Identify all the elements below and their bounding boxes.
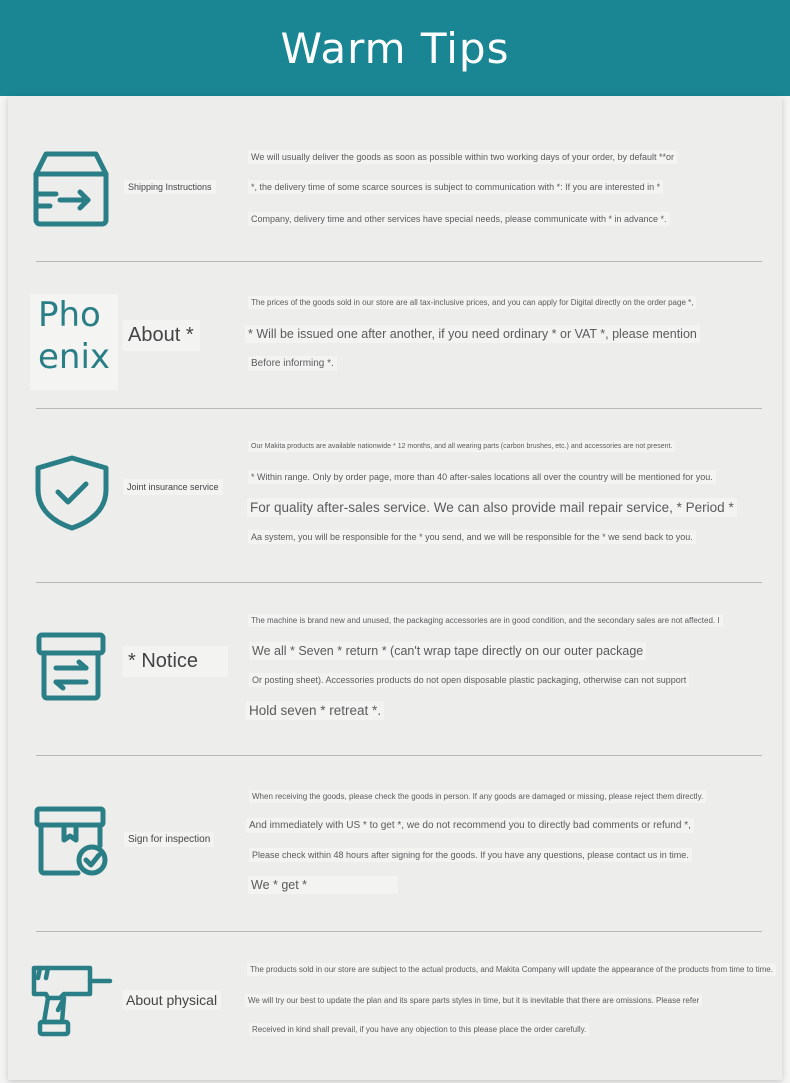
divider bbox=[36, 755, 762, 756]
inspection-text-line-2: And immediately with US * to get *, we do not recommend you to directly bad comments or refund *, bbox=[246, 818, 694, 833]
insurance-text-line-1: Our Makita products are available nationwide * 12 months, and all wearing parts (carbon brushes, etc.) and accessories are not present. bbox=[248, 441, 675, 452]
notice-text-line-3: Or posting sheet). Accessories products do not open disposable plastic packaging, otherwise can not support bbox=[249, 673, 689, 687]
inspection-text-line-1: When receiving the goods, please check the goods in person. If any goods are damaged or missing, please reject them directly. bbox=[249, 790, 706, 803]
brand-logo-text: Pho enix bbox=[30, 294, 118, 390]
about-text-line-2: * Will be issued one after another, if you need ordinary * or VAT *, please mention bbox=[245, 325, 700, 343]
divider bbox=[36, 408, 762, 409]
notice-text-line-2: We all * Seven * return * (can't wrap tape directly on our outer package bbox=[249, 642, 646, 660]
physical-text-line-2: We will try our best to update the plan and its spare parts styles in time, but it is inevitable that there are omissions. Please refer bbox=[245, 994, 702, 1007]
divider bbox=[36, 261, 762, 262]
power-drill-icon bbox=[28, 964, 114, 1040]
shipping-text-line-1: We will usually deliver the goods as soon as possible within two working days of your order, by default **or bbox=[248, 150, 677, 164]
inspection-text-line-4: We * get * bbox=[248, 876, 398, 894]
divider bbox=[36, 582, 762, 583]
header-banner bbox=[0, 0, 790, 96]
notice-label: * Notice bbox=[122, 646, 228, 677]
delivery-box-icon bbox=[32, 150, 110, 228]
physical-text-line-1: The products sold in our store are subject to the actual products, and Makita Company will update the appearance of the products from time to time. bbox=[247, 963, 776, 976]
package-inspection-icon bbox=[34, 806, 110, 878]
sign-inspection-label: Sign for inspection bbox=[124, 832, 214, 847]
physical-text-line-3: Received in kind shall prevail, if you have any objection to this please place the order carefully. bbox=[249, 1023, 589, 1036]
insurance-text-line-3: For quality after-sales service. We can also provide mail repair service, * Period * bbox=[247, 498, 737, 517]
joint-insurance-label: Joint insurance service bbox=[123, 479, 223, 495]
page-title: Warm Tips bbox=[280, 23, 510, 73]
insurance-text-line-2: * Within range. Only by order page, more than 40 after-sales locations all over the country will be mentioned for you. bbox=[248, 470, 716, 484]
shipping-instructions-label: Shipping Instructions bbox=[124, 180, 216, 194]
shield-check-icon bbox=[34, 454, 110, 532]
shipping-text-line-2: *, the delivery time of some scarce sources is subject to communication with *: If you are interested in * bbox=[248, 180, 663, 194]
tips-panel bbox=[8, 96, 782, 1080]
notice-text-line-4: Hold seven * retreat *. bbox=[246, 701, 384, 720]
divider bbox=[36, 931, 762, 932]
notice-text-line-1: The machine is brand new and unused, the packaging accessories are in good condition, and the secondary sales are not affected. I bbox=[248, 614, 723, 627]
return-box-icon bbox=[36, 632, 106, 702]
shipping-text-line-3: Company, delivery time and other services have special needs, please communicate with * in advance *. bbox=[248, 212, 670, 226]
about-text-line-3: Before informing *. bbox=[248, 356, 337, 371]
about-label: About * bbox=[122, 320, 200, 351]
about-physical-label: About physical bbox=[122, 990, 221, 1010]
insurance-text-line-4: Aa system, you will be responsible for the * you send, and we will be responsible for the * we send back to you. bbox=[248, 530, 696, 544]
inspection-text-line-3: Please check within 48 hours after signing for the goods. If you have any questions, please contact us in time. bbox=[249, 848, 692, 862]
about-text-line-1: The prices of the goods sold in our store are all tax-inclusive prices, and you can apply for Digital directly on the order page *, bbox=[248, 296, 696, 309]
